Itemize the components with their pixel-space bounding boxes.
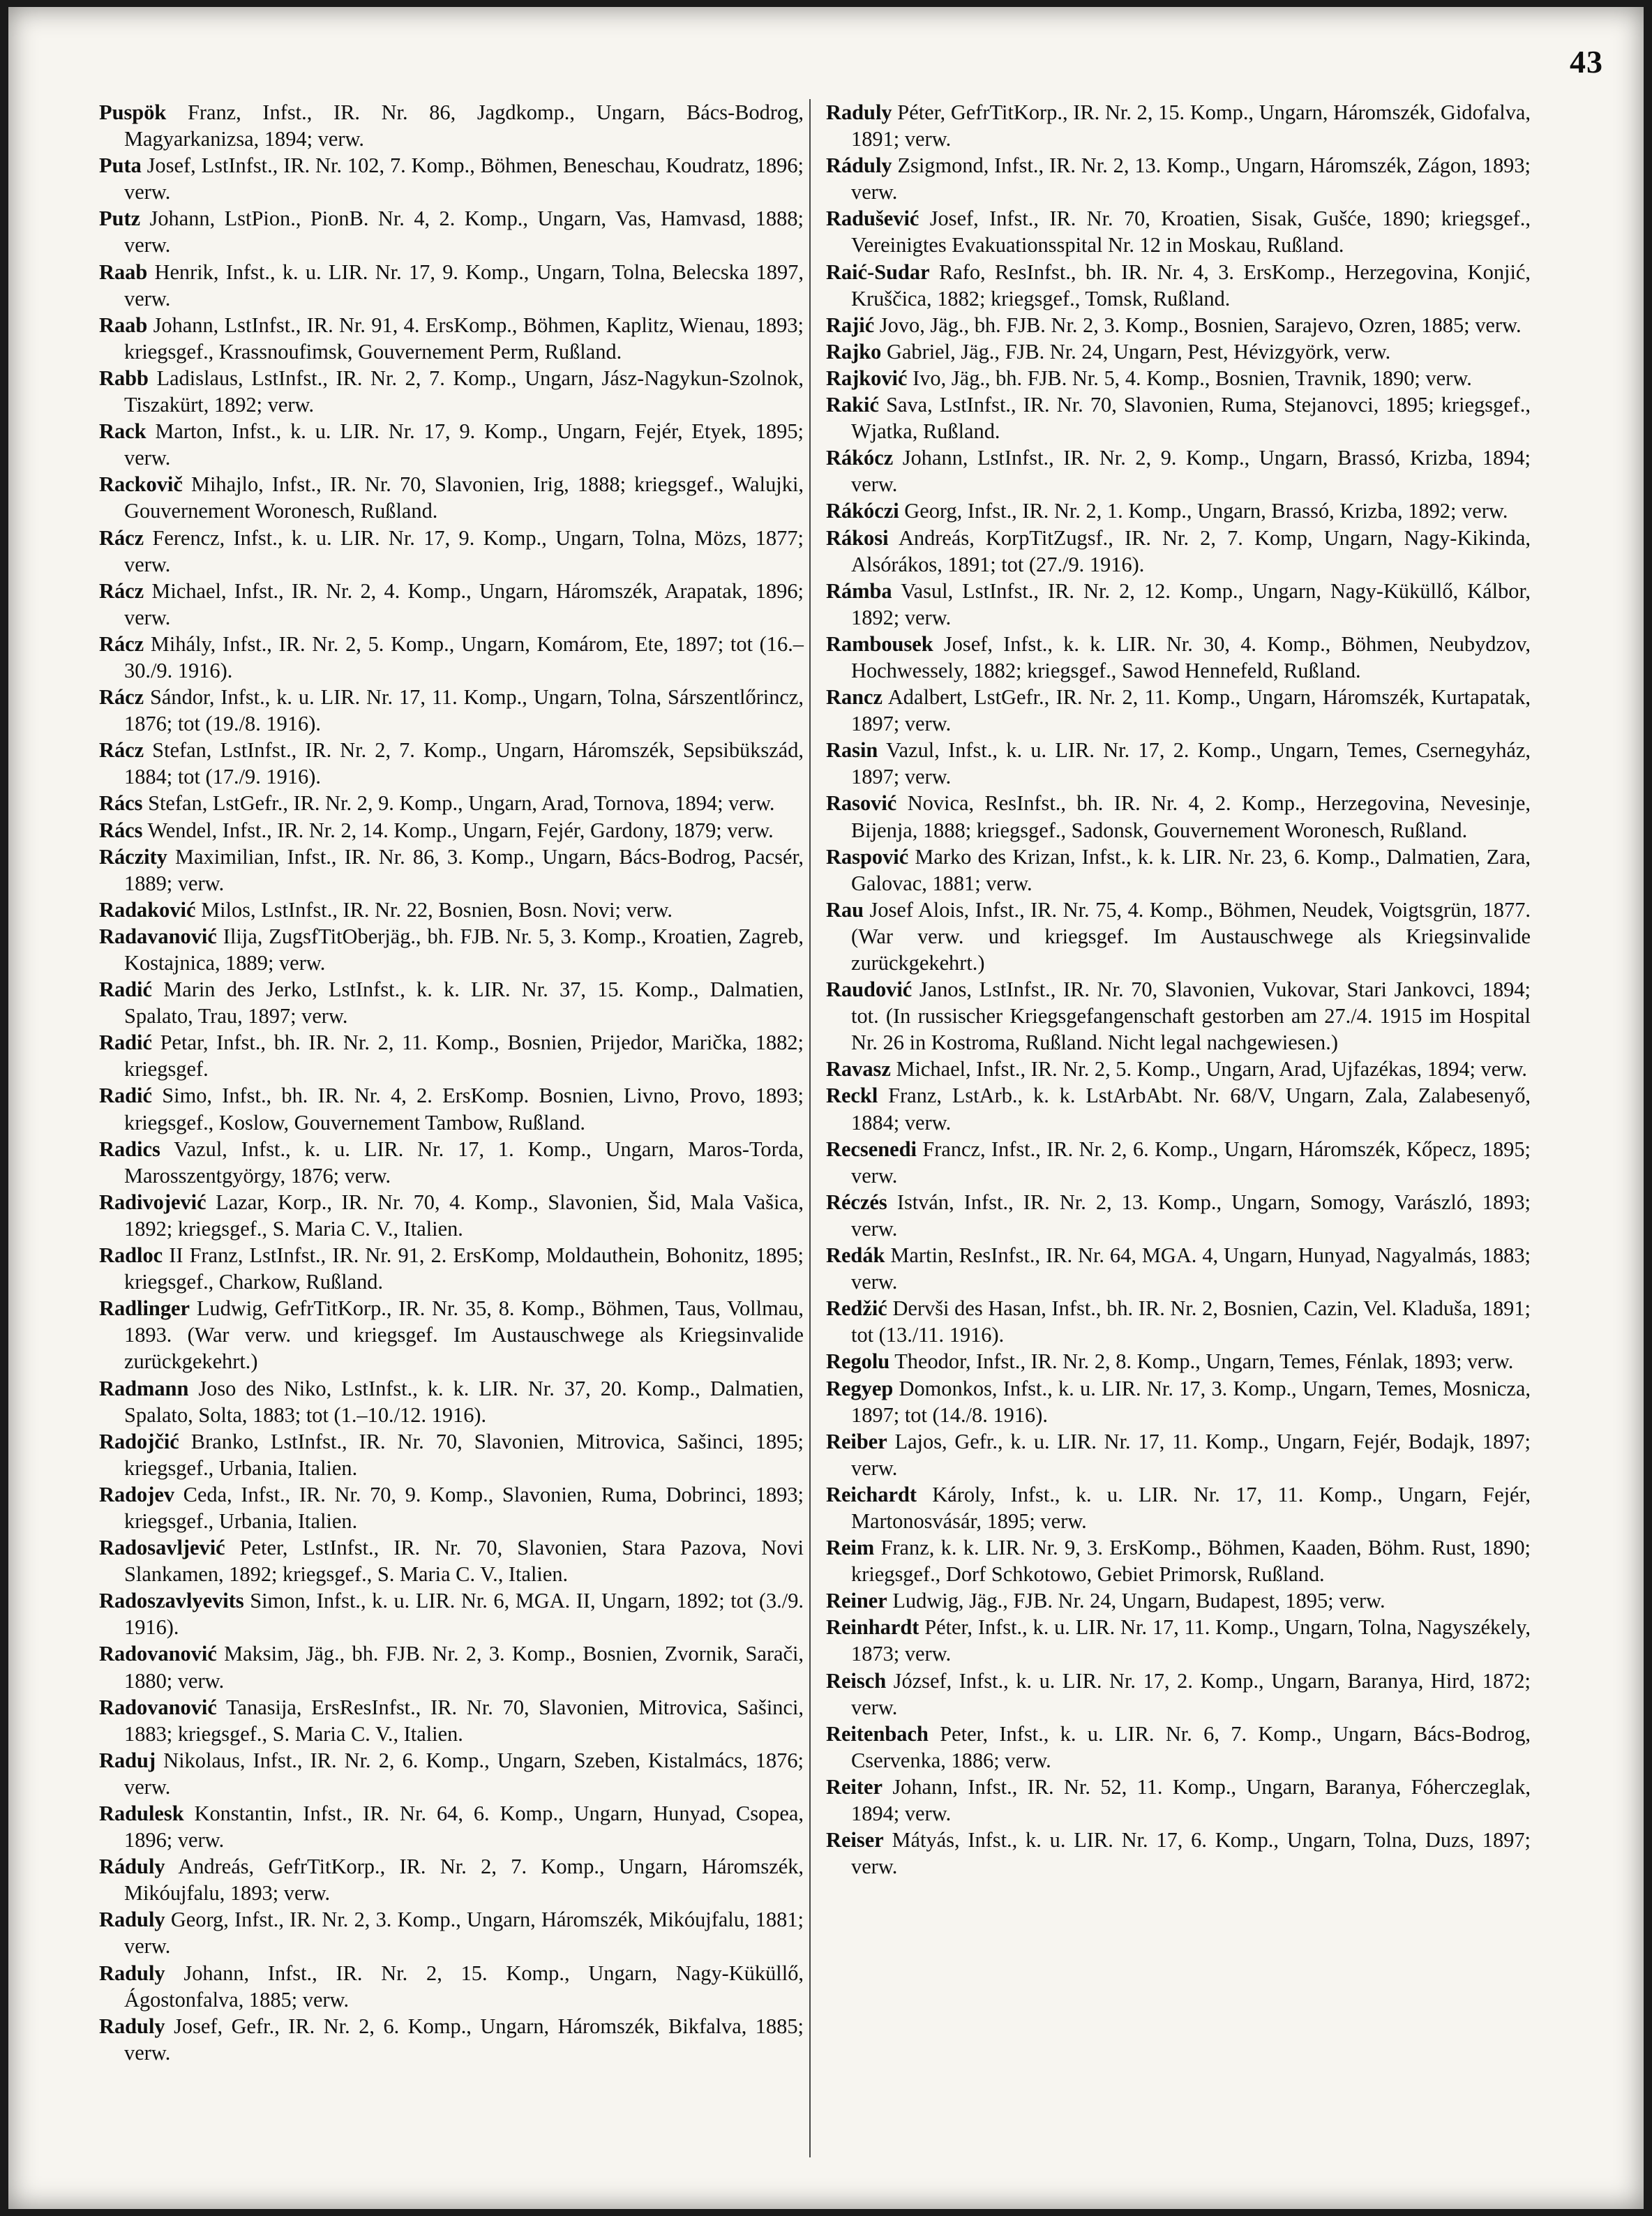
register-entry xyxy=(826,1295,1531,1348)
entry-surname: Puspök xyxy=(99,100,167,124)
register-entry xyxy=(826,259,1531,312)
entry-surname: Raduly xyxy=(99,1961,165,1985)
register-entry xyxy=(99,1853,804,1906)
entry-surname: Radlinger xyxy=(99,1296,190,1321)
entry-details: Nikolaus, Infst., IR. Nr. 2, 6. Komp., Ungarn, Szeben, Kistalmács, 1876; verw. xyxy=(124,1748,804,1799)
register-entry xyxy=(826,391,1531,444)
register-entry xyxy=(99,1375,804,1428)
entry-surname: Radavanović xyxy=(99,924,217,948)
entry-details: Janos, LstInfst., IR. Nr. 70, Slavonien, Vukovar, Stari Jankovci, 1894; tot. (In russischer Kriegsgefangenschaft gestorben am 27./4. 1915 im Hospital Nr. 26 in Kostroma, Rußland. Nicht legal nachgewiesen.) xyxy=(851,978,1531,1055)
entry-surname: Puta xyxy=(99,154,142,178)
register-entry xyxy=(99,737,804,790)
entry-details: Johann, Infst., IR. Nr. 52, 11. Komp., Ungarn, Baranya, Fóherczeglak, 1894; verw. xyxy=(851,1774,1531,1825)
entry-surname: Radovanović xyxy=(99,1695,217,1719)
register-entry xyxy=(99,259,804,312)
entry-surname: Rack xyxy=(99,419,147,444)
entry-details: Vasul, LstInfst., IR. Nr. 2, 12. Komp., Ungarn, Nagy-Küküllő, Kálbor, 1892; verw. xyxy=(851,578,1531,629)
register-entry xyxy=(826,737,1531,790)
entry-surname: Radics xyxy=(99,1137,160,1161)
register-entry xyxy=(826,1587,1531,1614)
entry-details: Péter, Infst., k. u. LIR. Nr. 17, 11. Komp., Ungarn, Tolna, Nagyszékely, 1873; verw. xyxy=(851,1615,1531,1666)
entry-surname: Rácz xyxy=(99,685,144,710)
register-entry xyxy=(826,312,1531,338)
register-entry xyxy=(826,365,1531,391)
entry-details: Joso des Niko, LstInfst., k. k. LIR. Nr. 37, 20. Komp., Dalmatien, Spalato, Solta, 1883; tot (1.–10./12. 1916). xyxy=(124,1376,804,1427)
entry-surname: Radulesk xyxy=(99,1802,184,1825)
register-entry xyxy=(99,1960,804,2013)
entry-details: Ludwig, GefrTitKorp., IR. Nr. 35, 8. Komp., Böhmen, Taus, Vollmau, 1893. (War verw. und kriegsgef. Im Austauschwege als Kriegsinvalide zurückgekehrt.) xyxy=(124,1296,804,1374)
register-entry xyxy=(826,1082,1531,1135)
entry-details: Sándor, Infst., k. u. LIR. Nr. 17, 11. Komp., Ungarn, Tolna, Sárszentlőrincz, 1876; tot (19./8. 1916). xyxy=(124,685,804,736)
entry-surname: Radoszavlyevits xyxy=(99,1589,244,1613)
entry-details: Károly, Infst., k. u. LIR. Nr. 17, 11. Komp., Ungarn, Fejér, Martonosvásár, 1895; verw. xyxy=(851,1482,1531,1533)
entry-surname: Ravasz xyxy=(826,1057,891,1081)
entry-details: Ferencz, Infst., k. u. LIR. Nr. 17, 9. Komp., Ungarn, Tolna, Mözs, 1877; verw. xyxy=(124,525,804,576)
entry-surname: Rabb xyxy=(99,366,149,390)
entry-details: Franz, k. k. LIR. Nr. 9, 3. ErsKomp., Böhmen, Kaaden, Böhm. Rust, 1890; kriegsgef., Dorf Schkotowo, Gebiet Primorsk, Rußland. xyxy=(851,1536,1531,1587)
register-entry xyxy=(99,923,804,976)
entry-details: Ivo, Jäg., bh. FJB. Nr. 5, 4. Komp., Bosnien, Travnik, 1890; verw. xyxy=(907,366,1472,390)
register-entry xyxy=(826,790,1531,843)
entry-details: Josef, Gefr., IR. Nr. 2, 6. Komp., Ungarn, Háromszék, Bikfalva, 1885; verw. xyxy=(124,2014,804,2065)
register-entry xyxy=(99,1587,804,1640)
entry-surname: Radojev xyxy=(99,1482,175,1506)
entry-details: Konstantin, Infst., IR. Nr. 64, 6. Komp., Ungarn, Hunyad, Csopea, 1896; verw. xyxy=(124,1802,804,1852)
entry-surname: Raić-Sudar xyxy=(826,260,930,284)
entry-details: Vazul, Infst., k. u. LIR. Nr. 17, 2. Komp., Ungarn, Temes, Csernegyház, 1897; verw. xyxy=(851,738,1531,789)
register-entry xyxy=(99,99,804,152)
entry-details: Maximilian, Infst., IR. Nr. 86, 3. Komp., Ungarn, Bács-Bodrog, Pacsér, 1889; verw. xyxy=(124,844,804,895)
entry-details: Mihajlo, Infst., IR. Nr. 70, Slavonien, Irig, 1888; kriegsgef., Walujki, Gouvernement Woronesch, Rußland. xyxy=(124,472,804,523)
entry-surname: Raduly xyxy=(826,100,892,124)
entry-surname: Radić xyxy=(99,1031,152,1055)
register-entry xyxy=(99,1640,804,1693)
register-entry xyxy=(99,365,804,418)
entry-details: Branko, LstInfst., IR. Nr. 70, Slavonien, Mitrovica, Sašinci, 1895; kriegsgef., Urbania, Italien. xyxy=(124,1429,804,1480)
register-entry xyxy=(99,1029,804,1082)
register-entry xyxy=(826,1056,1531,1082)
entry-details: József, Infst., k. u. LIR. Nr. 17, 2. Komp., Ungarn, Baranya, Hird, 1872; verw. xyxy=(851,1668,1531,1719)
entry-details: Andreás, GefrTitKorp., IR. Nr. 2, 7. Komp., Ungarn, Háromszék, Mikóujfalu, 1893; verw. xyxy=(124,1855,804,1906)
entry-surname: Reiter xyxy=(826,1774,883,1799)
entry-details: Milos, LstInfst., IR. Nr. 22, Bosnien, Bosn. Novi; verw. xyxy=(195,897,673,922)
register-entry xyxy=(99,1189,804,1242)
entry-surname: Rákócz xyxy=(826,446,894,470)
entry-details: Johann, LstInfst., IR. Nr. 2, 9. Komp., Ungarn, Brassó, Krizba, 1894; verw. xyxy=(851,446,1531,497)
register-entry xyxy=(99,844,804,897)
entry-surname: Rasović xyxy=(826,791,897,816)
entry-details: Novica, ResInfst., bh. IR. Nr. 4, 2. Komp., Herzegovina, Nevesinje, Bijenja, 1888; kriegsgef., Sadonsk, Gouvernement Woronesch, Rußland. xyxy=(851,791,1531,842)
register-entry xyxy=(826,1721,1531,1774)
entry-surname: Putz xyxy=(99,207,141,231)
entry-surname: Rákosi xyxy=(826,525,889,550)
entry-details: Simo, Infst., bh. IR. Nr. 4, 2. ErsKomp. Bosnien, Livno, Provo, 1893; kriegsgef., Koslow, Gouvernement Tambow, Rußland. xyxy=(124,1084,804,1135)
register-entry xyxy=(99,1082,804,1135)
register-entry xyxy=(826,1242,1531,1295)
entry-surname: Recsenedi xyxy=(826,1137,917,1161)
entry-surname: Rajko xyxy=(826,339,882,364)
entry-details: Stefan, LstGefr., IR. Nr. 2, 9. Komp., Ungarn, Arad, Tornova, 1894; verw. xyxy=(142,791,775,816)
entry-details: Johann, LstInfst., IR. Nr. 91, 4. ErsKomp., Böhmen, Kaplitz, Wienau, 1893; kriegsgef., Krassnoufimsk, Gouvernement Perm, Rußland. xyxy=(124,313,804,364)
entry-surname: Radušević xyxy=(826,207,919,231)
entry-details: Henrik, Infst., k. u. LIR. Nr. 17, 9. Komp., Ungarn, Tolna, Belecska 1897, verw. xyxy=(124,260,804,310)
entry-details: II Franz, LstInfst., IR. Nr. 91, 2. ErsKomp, Moldauthein, Bohonitz, 1895; kriegsgef., Charkow, Rußland. xyxy=(124,1243,804,1294)
entry-details: Domonkos, Infst., k. u. LIR. Nr. 17, 3. Komp., Ungarn, Temes, Mosnicza, 1897; tot (14./8. 1916). xyxy=(851,1376,1531,1427)
entry-surname: Redžić xyxy=(826,1296,887,1321)
register-entry xyxy=(99,631,804,684)
entry-surname: Raab xyxy=(99,260,148,284)
entry-surname: Reiner xyxy=(826,1589,887,1613)
entry-details: Mátyás, Infst., k. u. LIR. Nr. 17, 6. Komp., Ungarn, Tolna, Duzs, 1897; verw. xyxy=(851,1828,1531,1879)
register-entry xyxy=(99,817,804,844)
register-entry xyxy=(99,1481,804,1534)
entry-details: Johann, Infst., IR. Nr. 2, 15. Komp., Ungarn, Nagy-Küküllő, Ágostonfalva, 1885; verw. xyxy=(124,1961,804,2012)
register-entry xyxy=(826,1668,1531,1721)
register-entry xyxy=(826,338,1531,365)
column-divider xyxy=(809,99,811,2157)
entry-details: Ludwig, Jäg., FJB. Nr. 24, Ungarn, Budapest, 1895; verw. xyxy=(887,1589,1386,1613)
entry-surname: Réczés xyxy=(826,1190,887,1214)
register-entry xyxy=(99,471,804,524)
entry-details: Marin des Jerko, LstInfst., k. k. LIR. Nr. 37, 15. Komp., Dalmatien, Spalato, Trau, 1897; verw. xyxy=(124,978,804,1028)
register-entry xyxy=(99,1295,804,1375)
left-column xyxy=(99,99,804,2066)
entry-details: Péter, GefrTitKorp., IR. Nr. 2, 15. Komp., Ungarn, Háromszék, Gidofalva, 1891; verw. xyxy=(851,100,1531,151)
entry-details: Sava, LstInfst., IR. Nr. 70, Slavonien, Ruma, Stejanovci, 1895; kriegsgef., Wjatka, Rußland. xyxy=(851,393,1531,444)
entry-surname: Rácz xyxy=(99,631,144,656)
entry-surname: Rambousek xyxy=(826,631,933,656)
register-entry xyxy=(99,1242,804,1295)
register-entry xyxy=(826,1136,1531,1189)
entry-surname: Reitenbach xyxy=(826,1721,929,1746)
register-entry xyxy=(99,897,804,923)
entry-surname: Raduj xyxy=(99,1748,156,1772)
register-entry xyxy=(99,684,804,737)
entry-surname: Rácz xyxy=(99,578,144,603)
page-number: 43 xyxy=(1570,44,1603,80)
entry-details: Josef, Infst., IR. Nr. 70, Kroatien, Sisak, Gušće, 1890; kriegsgef., Vereinigtes Evakuationsspital Nr. 12 in Moskau, Rußland. xyxy=(851,207,1531,257)
register-entry xyxy=(826,1375,1531,1428)
entry-surname: Reisch xyxy=(826,1668,887,1693)
entry-details: Peter, LstInfst., IR. Nr. 70, Slavonien, Stara Pazova, Novi Slankamen, 1892; kriegsgef., S. Maria C. V., Italien. xyxy=(124,1536,804,1587)
register-entry xyxy=(826,1348,1531,1375)
entry-details: Zsigmond, Infst., IR. Nr. 2, 13. Komp., Ungarn, Háromszék, Zágon, 1893; verw. xyxy=(851,154,1531,204)
register-entry xyxy=(826,897,1531,976)
entry-surname: Raduly xyxy=(99,2014,165,2038)
entry-surname: Rámba xyxy=(826,578,892,603)
register-entry xyxy=(99,578,804,631)
register-entry xyxy=(826,1614,1531,1667)
entry-details: Peter, Infst., k. u. LIR. Nr. 6, 7. Komp., Ungarn, Bács-Bodrog, Cservenka, 1886; verw. xyxy=(851,1721,1531,1772)
register-entry xyxy=(826,1189,1531,1242)
register-entry xyxy=(99,1906,804,1959)
entry-details: Dervši des Hasan, Infst., bh. IR. Nr. 2, Bosnien, Cazin, Vel. Kladuša, 1891; tot (13./11. 1916). xyxy=(851,1296,1531,1347)
entry-surname: Rancz xyxy=(826,685,883,710)
register-entry xyxy=(99,1136,804,1189)
entry-surname: Radić xyxy=(99,978,152,1002)
entry-details: Adalbert, LstGefr., IR. Nr. 2, 11. Komp., Ungarn, Háromszék, Kurtapatak, 1897; verw. xyxy=(851,685,1531,736)
entry-details: Lazar, Korp., IR. Nr. 70, 4. Komp., Slavonien, Šid, Mala Vašica, 1892; kriegsgef., S. Maria C. V., Italien. xyxy=(124,1190,804,1241)
entry-surname: Reiber xyxy=(826,1429,887,1453)
entry-surname: Reim xyxy=(826,1536,875,1560)
entry-details: Jovo, Jäg., bh. FJB. Nr. 2, 3. Komp., Bosnien, Sarajevo, Ozren, 1885; verw. xyxy=(874,313,1522,337)
entry-surname: Rau xyxy=(826,897,864,922)
entry-details: Marton, Infst., k. u. LIR. Nr. 17, 9. Komp., Ungarn, Fejér, Etyek, 1895; verw. xyxy=(124,419,804,470)
entry-surname: Ráczity xyxy=(99,844,167,869)
entry-surname: Radivojević xyxy=(99,1190,206,1214)
register-entry xyxy=(826,1481,1531,1534)
entry-details: Ceda, Infst., IR. Nr. 70, 9. Komp., Slavonien, Ruma, Dobrinci, 1893; kriegsgef., Urbania, Italien. xyxy=(124,1482,804,1533)
register-entry xyxy=(826,631,1531,684)
register-entry xyxy=(826,976,1531,1056)
register-entry xyxy=(826,99,1531,152)
register-entry xyxy=(99,1428,804,1481)
entry-details: Martin, ResInfst., IR. Nr. 64, MGA. 4, Ungarn, Hunyad, Nagyalmás, 1883; verw. xyxy=(851,1243,1531,1294)
entry-details: Johann, LstPion., PionB. Nr. 4, 2. Komp., Ungarn, Vas, Hamvasd, 1888; verw. xyxy=(124,207,804,257)
register-entry xyxy=(99,525,804,578)
entry-surname: Rajić xyxy=(826,313,875,337)
entry-surname: Reichardt xyxy=(826,1482,917,1506)
entry-surname: Rács xyxy=(99,818,143,842)
entry-surname: Radloc xyxy=(99,1243,163,1268)
entry-details: Ilija, ZugsfTitOberjäg., bh. FJB. Nr. 5, 3. Komp., Kroatien, Zagreb, Kostajnica, 1889; verw. xyxy=(124,924,804,975)
entry-surname: Radmann xyxy=(99,1376,189,1400)
entry-details: Michael, Infst., IR. Nr. 2, 5. Komp., Ungarn, Arad, Ujfazékas, 1894; verw. xyxy=(890,1057,1527,1081)
register-entry xyxy=(826,844,1531,897)
register-entry xyxy=(99,152,804,205)
entry-surname: Raab xyxy=(99,313,148,337)
entry-surname: Rajković xyxy=(826,366,908,390)
entry-surname: Rakić xyxy=(826,393,879,417)
entry-surname: Raduly xyxy=(99,1908,165,1932)
entry-surname: Raspović xyxy=(826,844,909,869)
entry-surname: Rácz xyxy=(99,525,144,550)
register-entry xyxy=(99,1800,804,1853)
register-entry xyxy=(826,1774,1531,1827)
register-entry xyxy=(99,205,804,258)
register-entry xyxy=(826,1534,1531,1587)
entry-surname: Regyep xyxy=(826,1376,894,1400)
entry-surname: Reiser xyxy=(826,1828,884,1852)
right-column xyxy=(826,99,1531,1880)
page xyxy=(8,7,1644,2209)
entry-details: Marko des Krizan, Infst., k. k. LIR. Nr. 23, 6. Komp., Dalmatien, Zara, Galovac, 1881; verw. xyxy=(851,844,1531,895)
entry-surname: Reinhardt xyxy=(826,1615,919,1640)
entry-details: Mihály, Infst., IR. Nr. 2, 5. Komp., Ungarn, Komárom, Ete, 1897; tot (16.–30./9. 1916). xyxy=(124,631,804,682)
register-entry xyxy=(826,1827,1531,1880)
entry-surname: Rácz xyxy=(99,738,144,763)
register-entry xyxy=(826,525,1531,578)
entry-surname: Redák xyxy=(826,1243,885,1268)
register-entry xyxy=(99,790,804,816)
entry-surname: Radovanović xyxy=(99,1642,217,1666)
entry-details: Maksim, Jäg., bh. FJB. Nr. 2, 3. Komp., Bosnien, Zvornik, Sarači, 1880; verw. xyxy=(124,1642,804,1693)
entry-details: Gabriel, Jäg., FJB. Nr. 24, Ungarn, Pest, Hévizgyörk, verw. xyxy=(881,339,1391,364)
entry-details: Theodor, Infst., IR. Nr. 2, 8. Komp., Ungarn, Temes, Fénlak, 1893; verw. xyxy=(889,1349,1514,1374)
entry-surname: Rasin xyxy=(826,738,878,763)
register-entry xyxy=(99,1534,804,1587)
entry-surname: Radosavljević xyxy=(99,1536,225,1560)
register-entry xyxy=(826,444,1531,497)
entry-details: Georg, Infst., IR. Nr. 2, 1. Komp., Ungarn, Brassó, Krizba, 1892; verw. xyxy=(899,499,1508,523)
entry-surname: Ráduly xyxy=(99,1855,165,1879)
entry-details: Vazul, Infst., k. u. LIR. Nr. 17, 1. Komp., Ungarn, Maros-Torda, Marosszentgyörgy, 1876; verw. xyxy=(124,1137,804,1188)
entry-details: Ladislaus, LstInfst., IR. Nr. 2, 7. Komp., Ungarn, Jász-Nagykun-Szolnok, Tiszakürt, 1892; verw. xyxy=(124,366,804,417)
register-entry xyxy=(99,2013,804,2066)
entry-details: Josef, Infst., k. k. LIR. Nr. 30, 4. Komp., Böhmen, Neubydzov, Hochwessely, 1882; kriegsgef., Sawod Hennefeld, Rußland. xyxy=(851,631,1531,682)
register-entry xyxy=(826,578,1531,631)
entry-details: Lajos, Gefr., k. u. LIR. Nr. 17, 11. Komp., Ungarn, Fejér, Bodajk, 1897; verw. xyxy=(851,1429,1531,1480)
entry-details: Josef Alois, Infst., IR. Nr. 75, 4. Komp., Böhmen, Neudek, Voigtsgrün, 1877. (War verw. und kriegsgef. Im Austauschwege als Kriegsinvalide zurückgekehrt.) xyxy=(851,897,1531,975)
register-entry xyxy=(826,205,1531,258)
entry-surname: Radojčić xyxy=(99,1429,179,1453)
entry-surname: Raudović xyxy=(826,978,913,1002)
entry-details: Tanasija, ErsResInfst., IR. Nr. 70, Slavonien, Mitrovica, Sašinci, 1883; kriegsgef., S. Maria C. V., Italien. xyxy=(124,1695,804,1746)
entry-surname: Rackovič xyxy=(99,472,183,497)
entry-details: Stefan, LstInfst., IR. Nr. 2, 7. Komp., Ungarn, Háromszék, Sepsibükszád, 1884; tot (17./9. 1916). xyxy=(124,738,804,789)
entry-details: Josef, LstInfst., IR. Nr. 102, 7. Komp., Böhmen, Beneschau, Koudratz, 1896; verw. xyxy=(124,154,804,204)
entry-surname: Radaković xyxy=(99,897,196,922)
entry-surname: Radić xyxy=(99,1084,152,1108)
register-entry xyxy=(99,312,804,365)
register-entry xyxy=(99,1747,804,1800)
register-entry xyxy=(99,1694,804,1747)
entry-details: Francz, Infst., IR. Nr. 2, 6. Komp., Ungarn, Háromszék, Kőpecz, 1895; verw. xyxy=(851,1137,1531,1188)
entry-surname: Reckl xyxy=(826,1084,878,1108)
entry-details: Franz, LstArb., k. k. LstArbAbt. Nr. 68/V, Ungarn, Zala, Zalabesenyő, 1884; verw. xyxy=(851,1084,1531,1135)
entry-details: Georg, Infst., IR. Nr. 2, 3. Komp., Ungarn, Háromszék, Mikóujfalu, 1881; verw. xyxy=(124,1908,804,1959)
entry-surname: Regolu xyxy=(826,1349,890,1374)
entry-details: Franz, Infst., IR. Nr. 86, Jagdkomp., Ungarn, Bács-Bodrog, Magyarkanizsa, 1894; verw. xyxy=(124,100,804,151)
entry-details: Simon, Infst., k. u. LIR. Nr. 6, MGA. II, Ungarn, 1892; tot (3./9. 1916). xyxy=(124,1589,804,1640)
entry-details: Andreás, KorpTitZugsf., IR. Nr. 2, 7. Komp, Ungarn, Nagy-Kikinda, Alsórákos, 1891; tot (27./9. 1916). xyxy=(851,525,1531,576)
entry-surname: Rács xyxy=(99,791,143,816)
register-entry xyxy=(99,418,804,471)
register-entry xyxy=(826,152,1531,205)
entry-details: Rafo, ResInfst., bh. IR. Nr. 4, 3. ErsKomp., Herzegovina, Konjić, Kruščica, 1882; kriegsgef., Tomsk, Rußland. xyxy=(851,260,1531,310)
entry-details: Petar, Infst., bh. IR. Nr. 2, 11. Komp., Bosnien, Prijedor, Marička, 1882; kriegsgef. xyxy=(124,1031,804,1081)
register-entry xyxy=(826,497,1531,524)
entry-surname: Ráduly xyxy=(826,154,892,178)
entry-details: István, Infst., IR. Nr. 2, 13. Komp., Ungarn, Somogy, Varászló, 1893; verw. xyxy=(851,1190,1531,1241)
register-entry xyxy=(99,976,804,1029)
entry-surname: Rákóczi xyxy=(826,499,899,523)
register-entry xyxy=(826,684,1531,737)
register-entry xyxy=(826,1428,1531,1481)
entry-details: Michael, Infst., IR. Nr. 2, 4. Komp., Ungarn, Háromszék, Arapatak, 1896; verw. xyxy=(124,578,804,629)
entry-details: Wendel, Infst., IR. Nr. 2, 14. Komp., Ungarn, Fejér, Gardony, 1879; verw. xyxy=(142,818,774,842)
